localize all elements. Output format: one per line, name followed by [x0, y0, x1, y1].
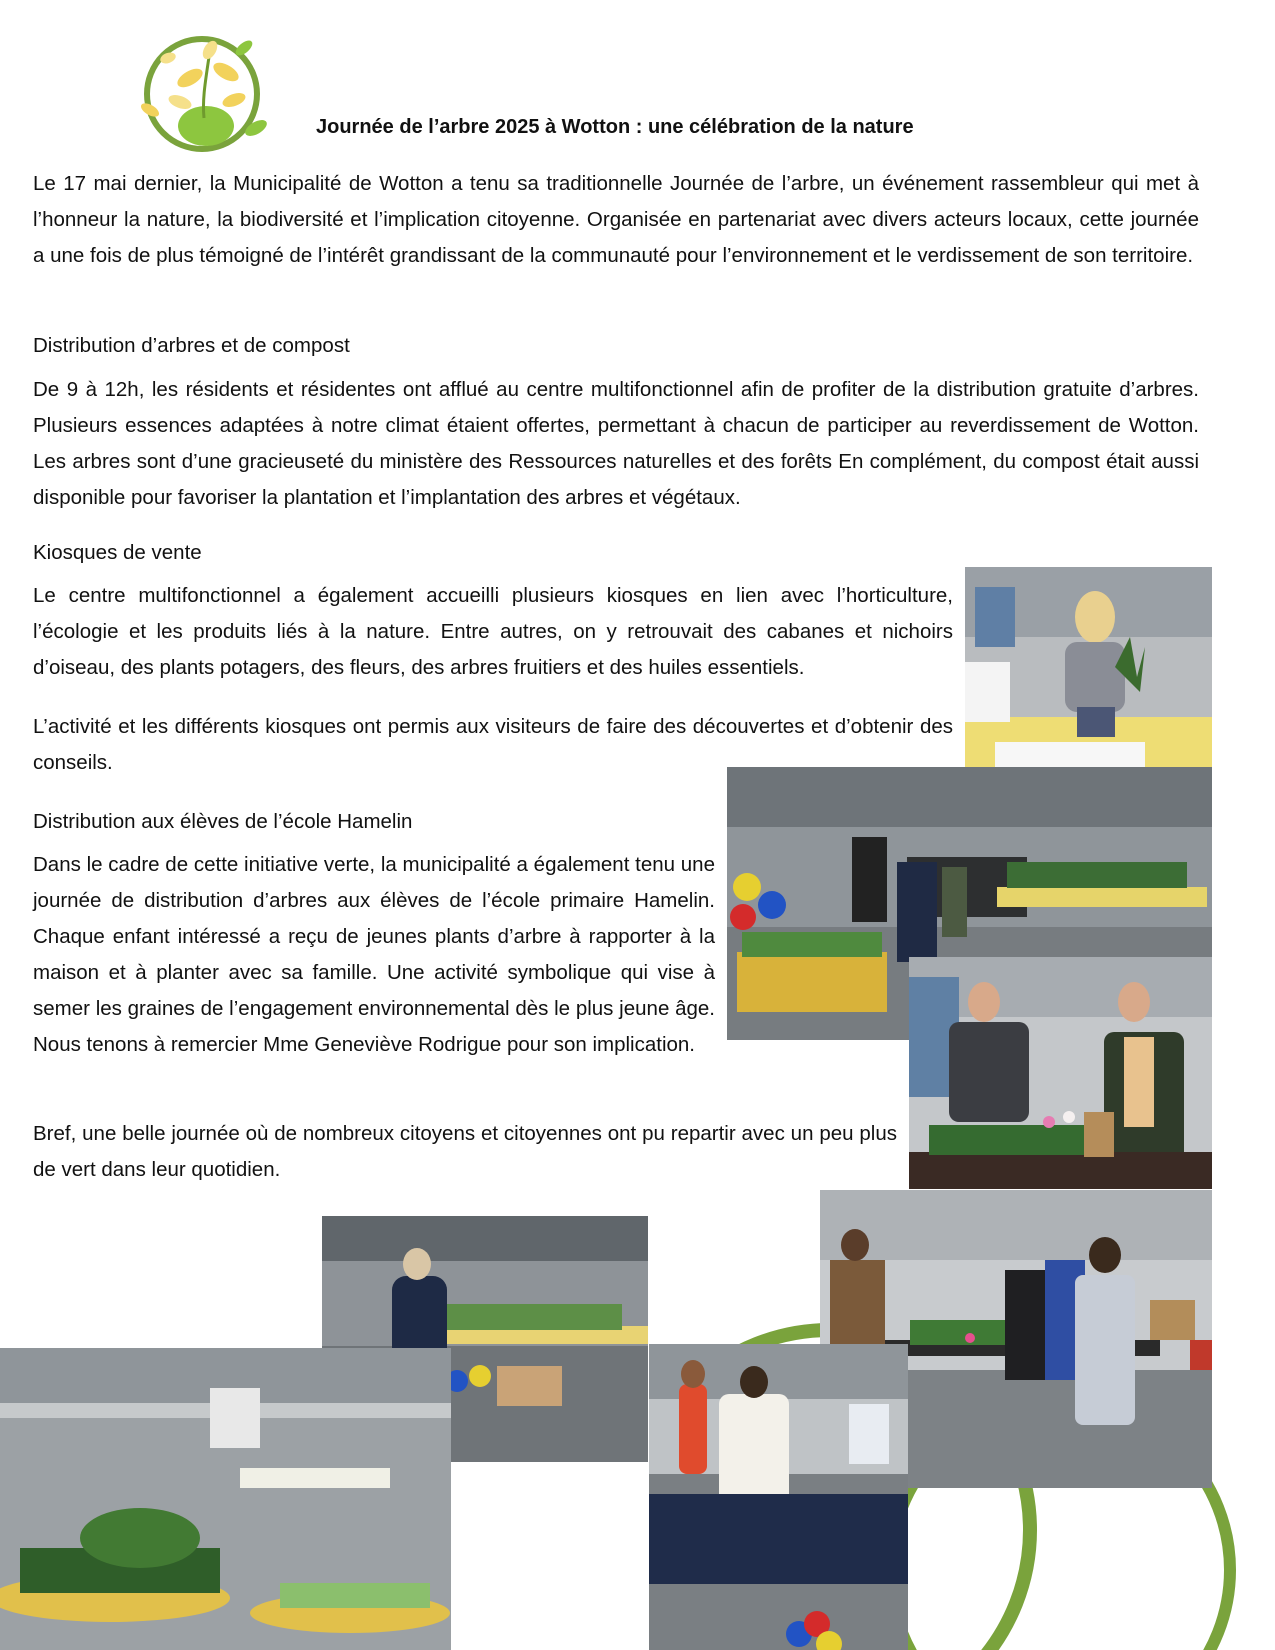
section-paragraph: De 9 à 12h, les résidents et résidentes ont afflué au centre multifonctionnel afin de profiter de la distribution gratuite d’arbres. Plusieurs essences adaptées à notre climat étaient offertes, permettant à chacun de participer au reverdissement de Wotton. Les arbres sont d’une gracieuseté du ministère des Ressources naturelles et des forêts En complément, du compost était aussi disponible pour favoriser la plantation et l’implantation des arbres et végétaux. — [33, 378, 1199, 509]
intro-paragraph: Le 17 mai dernier, la Municipalité de Wotton a tenu sa traditionnelle Journée de l’arbre, un événement rassembleur qui met à l’honneur la nature, la biodiversité et l’implication citoyenne. Organisée en partenariat avec divers acteurs locaux, cette journée a une fois de plus témoigné de l’intérêt grandissant de la communauté pour l’environnement et le verdissement de son territoire. — [33, 172, 1199, 267]
page-title: Journée de l’arbre 2025 à Wotton : une célébration de la nature — [316, 116, 914, 138]
section-paragraph: Le centre multifonctionnel a également accueilli plusieurs kiosques en lien avec l’horticulture, l’écologie et les produits liés à la nature. Entre autres, on y retrouvait des cabanes et nichoirs d’oiseau, des plants potagers, des fleurs, des arbres fruitiers et des huiles essentiels. — [33, 584, 953, 679]
logo — [140, 28, 280, 158]
section-heading-kiosques: Kiosques de vente — [33, 541, 202, 564]
section-heading-ecole: Distribution aux élèves de l’école Hamelin — [33, 810, 413, 833]
photo-two-men-flowers — [909, 957, 1212, 1189]
photo-woman-holding-plant — [965, 567, 1212, 787]
photo-plants-round-tables — [0, 1348, 451, 1650]
closing-paragraph: Bref, une belle journée où de nombreux citoyens et citoyennes ont pu repartir avec un peu plus de vert dans leur quotidien. — [33, 1122, 897, 1181]
photo-doterra-kiosk — [649, 1344, 908, 1650]
section-heading-distribution: Distribution d’arbres et de compost — [33, 334, 350, 357]
section-paragraph: Dans le cadre de cette initiative verte, la municipalité a également tenu une journée de distribution d’arbres aux élèves de l’école primaire Hamelin. Chaque enfant intéressé a reçu de jeunes plants d’arbre à rapporter à la maison et à planter avec sa famille. Une activité symbolique qui vise à semer les graines de l’engagement environnemental dès le plus jeune âge. Nous tenons à remercier Mme Geneviève Rodrigue pour son implication. — [33, 853, 715, 1056]
section-paragraph: L’activité et les différents kiosques ont permis aux visiteurs de faire des découvertes et d’obtenir des conseils. — [33, 715, 953, 774]
